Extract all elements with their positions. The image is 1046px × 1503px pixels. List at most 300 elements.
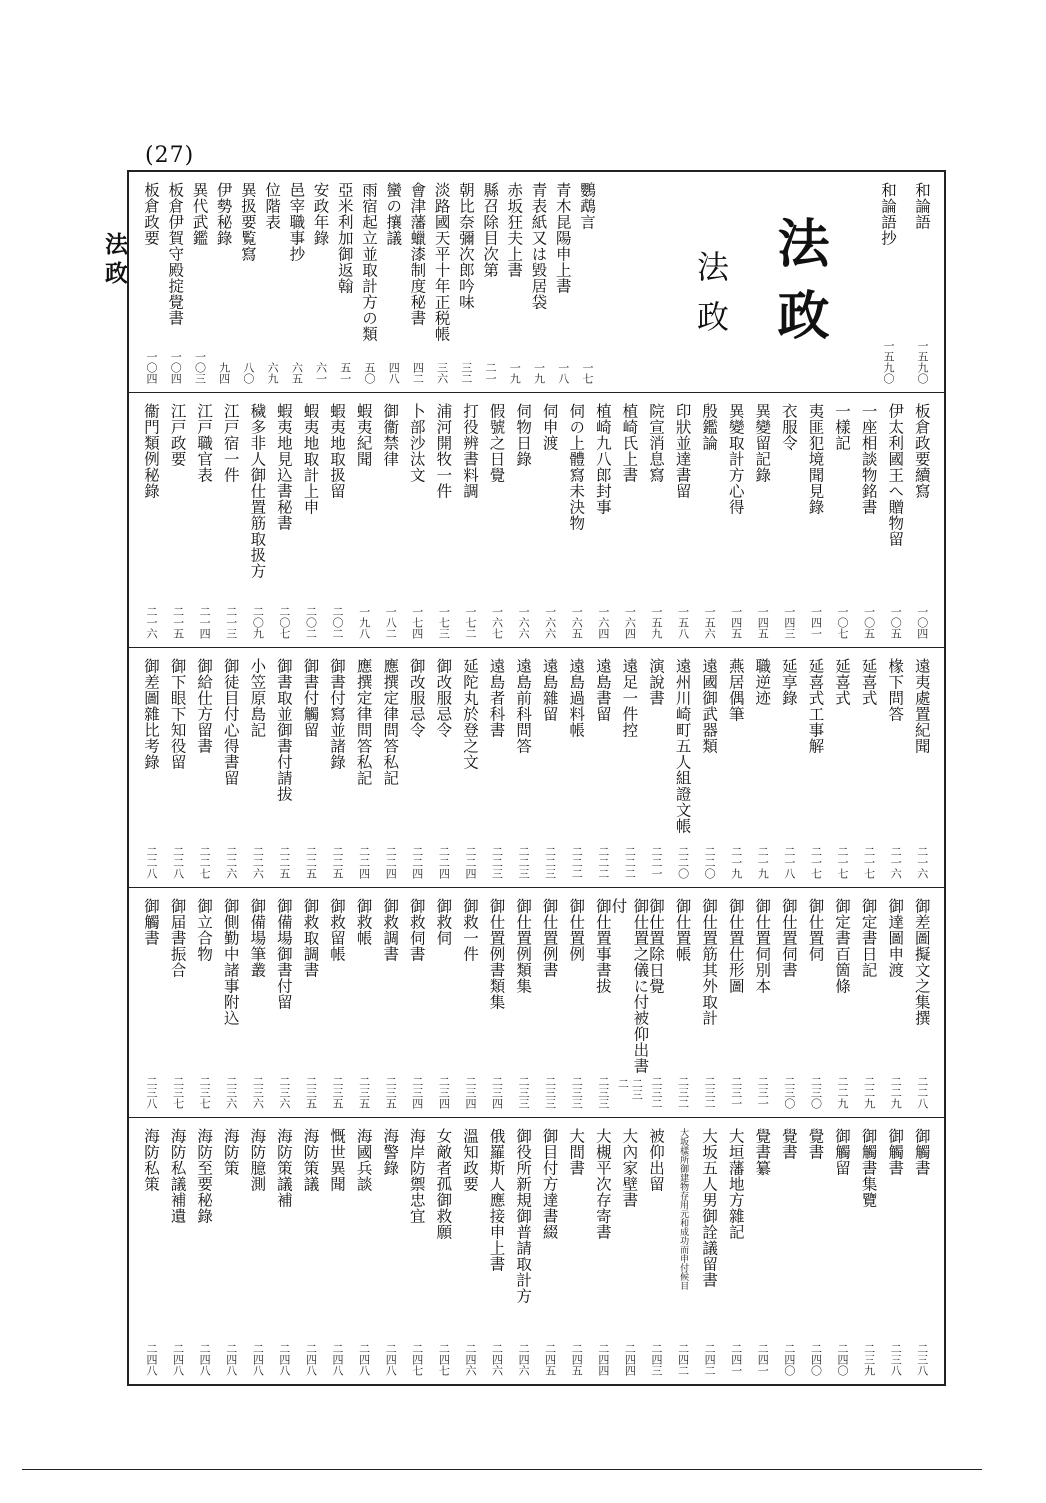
- entry-page-number: 二三八: [889, 1343, 903, 1376]
- index-entry: [564, 898, 588, 1109]
- entry-title: 蝦夷地見込書秘書: [274, 403, 293, 531]
- index-entry: [298, 1128, 322, 1376]
- entry-page-number: 二四七: [437, 1343, 451, 1376]
- entry-page-number: 八〇: [241, 362, 255, 384]
- entry-title: 海防策: [221, 1128, 240, 1176]
- index-entry: [697, 898, 721, 1109]
- entry-title: 卜部沙汰文: [407, 403, 426, 483]
- entry-page-number: 六五: [290, 362, 304, 384]
- entry-page-number: 二〇九: [251, 606, 265, 639]
- index-entry: [431, 658, 455, 879]
- entry-page-number: 二二九: [836, 1076, 850, 1109]
- index-entry: [617, 403, 641, 639]
- entry-title: 御仕置除日覺: [646, 898, 665, 994]
- index-entry: [431, 898, 455, 1109]
- index-entry: [511, 658, 535, 879]
- entry-title: 職逆迹: [753, 658, 772, 706]
- entry-title: 御書付觸留: [301, 658, 320, 738]
- entry-page-number: 二一五: [171, 606, 185, 639]
- entry-title: 蝦夷地取計上申: [301, 403, 320, 515]
- entry-title: 植崎九八郎封事: [593, 403, 612, 515]
- entry-title: 淡路國天平十年正税帳: [432, 182, 451, 342]
- index-entry: [405, 1128, 429, 1376]
- entry-page-number: 一五八: [676, 606, 690, 639]
- index-entry: [644, 658, 668, 879]
- entry-page-number: 二三五: [331, 1076, 345, 1109]
- entry-page-number: 一四三: [782, 606, 796, 639]
- entry-page-number: 二一七: [836, 846, 850, 879]
- entry-title: 板倉伊賀守殿掟覺書: [166, 182, 185, 326]
- index-entry: [333, 182, 357, 384]
- entry-page-number: 二三七: [198, 1076, 212, 1109]
- index-entry: [591, 1128, 615, 1376]
- entry-page-number: 二二四: [410, 846, 424, 879]
- entry-page-number: 二三四: [463, 1076, 477, 1109]
- index-entry: [564, 658, 588, 879]
- entry-page-number: 一五九〇: [882, 340, 895, 384]
- entry-title: 御救取調書: [301, 898, 320, 978]
- entry-title: 御備場御書付留: [274, 898, 293, 1010]
- index-entry: [511, 898, 535, 1109]
- entry-title: 海防策議補: [274, 1128, 293, 1208]
- entry-title: 演說書: [646, 658, 665, 706]
- index-entry: [564, 1128, 588, 1376]
- entry-title: 御達圖申渡: [886, 898, 905, 978]
- index-entry: [352, 898, 376, 1109]
- index-entry: [298, 403, 322, 639]
- entry-page-number: 一九: [508, 362, 522, 384]
- entry-page-number: 二四八: [224, 1343, 238, 1376]
- entry-title: 御觸書: [912, 1128, 931, 1176]
- entry-title: 板倉政要: [142, 182, 160, 246]
- entry-page-number: 二三六: [251, 1076, 265, 1109]
- entry-title: 赤坂狂夫上書: [505, 182, 524, 278]
- entry-page-number: 二四八: [277, 1343, 291, 1376]
- index-entry: [617, 658, 641, 879]
- index-entry: [405, 658, 429, 879]
- index-entry: [697, 1128, 721, 1376]
- entry-page-number: 一四一: [809, 606, 823, 639]
- entry-page-number: 一〇四: [915, 606, 929, 639]
- index-entry: [458, 1128, 482, 1376]
- index-entry: [671, 658, 695, 879]
- index-entry: [325, 898, 349, 1109]
- entry-page-number: 二二三: [517, 846, 531, 879]
- index-entry: [910, 182, 934, 384]
- entry-page-number: 九四: [217, 362, 231, 384]
- entry-page-number: 一七四: [410, 606, 424, 639]
- index-entry: [405, 898, 429, 1109]
- entry-page-number: 二三四: [437, 1076, 451, 1109]
- entry-title: 安政年錄: [311, 182, 330, 246]
- entry-page-number: 二四一: [729, 1343, 743, 1376]
- entry-title: 伊太利國王へ贈物留: [886, 403, 905, 547]
- entry-page-number: 二四八: [171, 1343, 185, 1376]
- index-entry: [187, 182, 211, 384]
- entry-page-number: 二三八: [145, 1076, 158, 1109]
- entry-page-number: 二〇二: [331, 606, 345, 639]
- entry-title: 伺の上體寫未決物: [567, 403, 586, 531]
- index-entry: [750, 658, 774, 879]
- entry-title: 御給仕方留書: [195, 658, 214, 754]
- entry-page-number: 二四五: [543, 1343, 557, 1376]
- entry-title: 御備場筆叢: [248, 898, 267, 978]
- entry-title: 御差圖雜比考錄: [142, 658, 160, 770]
- entry-title: 御救伺: [434, 898, 453, 946]
- entry-page-number: 一〇七: [836, 606, 850, 639]
- entry-title: 御仕置之儀に付被仰出書付: [609, 898, 650, 1074]
- entry-page-number: 二二三: [490, 846, 504, 879]
- index-entry: [857, 898, 881, 1109]
- entry-title: 覺書: [806, 1128, 825, 1160]
- entry-page-number: 二二五: [277, 846, 291, 879]
- entry-title: 御目付方達書綴: [540, 1128, 559, 1240]
- entry-page-number: 二四四: [596, 1343, 610, 1376]
- entry-title: 御仕置例: [567, 898, 586, 962]
- entry-page-number: 一五九: [649, 606, 663, 639]
- entry-title: 御側勤中諸事附込: [221, 898, 240, 1026]
- entry-page-number: 一五九〇: [916, 340, 929, 384]
- entry-page-number: 二四二: [703, 1343, 717, 1376]
- entry-title: 遠島雜留: [540, 658, 559, 722]
- index-entry: [777, 1128, 801, 1376]
- entry-title: 衞門類例秘錄: [142, 403, 160, 499]
- bottom-rule: [22, 1469, 982, 1470]
- index-entry: [538, 658, 562, 879]
- index-entry: [378, 658, 402, 879]
- entry-title: 御書付寫並諸錄: [328, 658, 347, 770]
- index-entry: [777, 898, 801, 1109]
- index-entry: [192, 658, 216, 879]
- running-head-label: 法政: [101, 232, 128, 290]
- index-entry: [724, 898, 748, 1109]
- entry-page-number: 二一九: [756, 846, 770, 879]
- index-entry: [697, 403, 721, 639]
- entry-page-number: 二二三: [543, 846, 557, 879]
- entry-page-number: 二三〇: [782, 1076, 796, 1109]
- entry-page-number: 二二八: [915, 1076, 929, 1109]
- entry-title: 御仕置伺別本: [753, 898, 772, 994]
- index-entry: [777, 403, 801, 639]
- entry-page-number: 一八二: [384, 606, 398, 639]
- index-entry: [212, 182, 236, 384]
- index-band-4: [129, 887, 944, 1117]
- entry-title: 御救留帳: [328, 898, 347, 962]
- index-entry: [617, 1128, 641, 1376]
- entry-title: 慨世異聞: [328, 1128, 347, 1192]
- entry-page-number: 一七二: [463, 606, 477, 639]
- entry-title: 御仕置伺: [806, 898, 825, 962]
- entry-page-number: 一六四: [623, 606, 637, 639]
- entry-title: 御立合物: [195, 898, 214, 962]
- entry-page-number: 二三五: [304, 1076, 318, 1109]
- entry-title: 青表紙又は毀居袋: [529, 182, 548, 310]
- index-entry: [591, 658, 615, 879]
- entry-title: 一座相談物銘書: [859, 403, 878, 515]
- entry-title: 燕居偶筆: [726, 658, 745, 722]
- entry-title: 殷鑑論: [700, 403, 719, 451]
- entry-page-number: 二三〇: [809, 1076, 823, 1109]
- entry-page-number: 三六: [435, 362, 449, 384]
- index-entry: [575, 182, 599, 384]
- entry-page-number: 二四八: [304, 1343, 318, 1376]
- entry-title: 御仕置事書拔: [593, 898, 612, 994]
- entry-title: 應撰定律問答私記: [354, 658, 373, 786]
- index-entry: [245, 658, 269, 879]
- entry-page-number: 二二四: [384, 846, 398, 879]
- entry-title: 御觸書: [886, 1128, 905, 1176]
- entry-page-number: 二一三: [224, 606, 238, 639]
- index-entry: [502, 182, 526, 384]
- entry-title: 海防策議: [301, 1128, 320, 1192]
- band3-entries: [139, 658, 934, 879]
- index-entry: [430, 182, 454, 384]
- index-entry: [538, 1128, 562, 1376]
- index-entry: [325, 403, 349, 639]
- entry-page-number: 二二四: [437, 846, 451, 879]
- entry-title: 御衞禁律: [381, 403, 400, 467]
- entry-title: 大間書: [567, 1128, 586, 1176]
- entry-title: 御觸留: [833, 1128, 852, 1176]
- entry-title: 御徒目付心得書留: [221, 658, 240, 786]
- index-entry: [236, 182, 260, 384]
- entry-page-number: 二三一: [729, 1076, 743, 1109]
- entry-page-number: 二三二: [649, 1076, 663, 1109]
- entry-title: 穢多非人御仕置筋取扱方: [248, 403, 267, 579]
- entry-page-number: 一九: [532, 362, 546, 384]
- index-entry: [724, 658, 748, 879]
- entry-title: 朝比奈彌次郎吟味: [456, 182, 475, 310]
- entry-title: 江戸政要: [168, 403, 187, 467]
- entry-page-number: 二〇七: [277, 606, 291, 639]
- index-entry: [219, 898, 243, 1109]
- entry-page-number: 二四八: [251, 1343, 265, 1376]
- entry-page-number: 二二六: [224, 846, 238, 879]
- index-band-1: [129, 172, 944, 392]
- entry-page-number: 二三九: [862, 1343, 876, 1376]
- entry-title: 大槻平次存寄書: [593, 1128, 612, 1240]
- index-entry: [857, 403, 881, 639]
- entry-title: 假號之日覺: [487, 403, 506, 483]
- index-entry: [857, 1128, 881, 1376]
- entry-title: 御救調書: [381, 898, 400, 962]
- entry-page-number: 六九: [266, 362, 280, 384]
- index-entry: [671, 898, 695, 1109]
- entry-page-number: 二四六: [517, 1343, 531, 1376]
- index-entry: [803, 898, 827, 1109]
- entry-title: 縣召除目次第: [481, 182, 500, 278]
- entry-page-number: 二三六: [224, 1076, 238, 1109]
- entry-title: 植崎氏上書: [620, 403, 639, 483]
- entry-title: 和論語: [913, 182, 931, 230]
- entry-title: 遠島過料帳: [567, 658, 586, 738]
- index-entry: [644, 898, 668, 1109]
- entry-page-number: 六一: [314, 362, 328, 384]
- index-entry: [883, 658, 907, 879]
- entry-page-number: 二二九: [889, 1076, 903, 1109]
- index-entry: [511, 1128, 535, 1376]
- entry-page-number: 二二二: [596, 846, 610, 879]
- index-entry: [378, 898, 402, 1109]
- index-band-2: [129, 392, 944, 647]
- entry-title: 御救伺書: [407, 898, 426, 962]
- index-entry: [139, 403, 163, 639]
- entry-title: 遠州川崎町五人組證文帳: [673, 658, 692, 834]
- index-entry: [910, 403, 934, 639]
- entry-page-number: 二四六: [490, 1343, 504, 1376]
- index-entry: [485, 403, 509, 639]
- entry-title: 延喜式: [859, 658, 878, 706]
- index-entry: [458, 403, 482, 639]
- entry-title: 亞米利加御返翰: [335, 182, 354, 294]
- entry-title: 椽下問答: [886, 658, 905, 722]
- entry-title: 大內家壁書: [620, 1128, 639, 1208]
- index-entry: [352, 1128, 376, 1376]
- index-entry: [644, 1128, 668, 1376]
- entry-page-number: 二三二: [676, 1076, 690, 1109]
- index-entry: [454, 182, 478, 384]
- index-entry: [139, 182, 163, 384]
- entry-title: 衣服令: [779, 403, 798, 451]
- entry-title: 御仕置例書: [540, 898, 559, 978]
- index-entry: [245, 403, 269, 639]
- index-entry: [352, 403, 376, 639]
- entry-page-number: 一六五: [570, 606, 584, 639]
- index-entry: [357, 182, 381, 384]
- index-entry: [883, 403, 907, 639]
- entry-page-number: 二三八: [915, 1343, 929, 1376]
- index-entry: [750, 1128, 774, 1376]
- index-entry: [830, 403, 854, 639]
- index-entry: [139, 1128, 163, 1376]
- entry-title: 浦河開牧一件: [434, 403, 453, 499]
- index-entry: [671, 403, 695, 639]
- entry-page-number: 二二四: [463, 846, 477, 879]
- index-entry: [724, 1128, 748, 1376]
- entry-page-number: 一四五: [729, 606, 743, 639]
- entry-page-number: 二二八: [145, 846, 158, 879]
- index-entry: [458, 898, 482, 1109]
- entry-page-number: 二三五: [357, 1076, 371, 1109]
- entry-title: 蠻の攘議: [384, 182, 403, 246]
- index-entry: [591, 403, 615, 639]
- entry-title: 御仕置例類集: [514, 898, 533, 994]
- entry-title: 覺書: [779, 1128, 798, 1160]
- index-entry: [272, 658, 296, 879]
- entry-title: 御差圖擬文之集撰: [912, 898, 931, 1026]
- entry-title: 夷匪犯境聞見錄: [806, 403, 825, 515]
- entry-page-number: 二三三: [596, 1076, 610, 1109]
- entry-page-number: 二四〇: [782, 1343, 796, 1376]
- index-entry: [219, 1128, 243, 1376]
- entry-title: 女敵者孤御救願: [434, 1128, 453, 1240]
- index-entry: [298, 898, 322, 1109]
- index-entry: [876, 182, 900, 384]
- entry-title: 御仕置仕形圖: [726, 898, 745, 994]
- index-entry: [192, 1128, 216, 1376]
- subsection-title: 法政: [692, 250, 730, 350]
- index-entry: [260, 182, 284, 384]
- entry-page-number: 一六六: [543, 606, 557, 639]
- entry-title: 御下眼下知役留: [168, 658, 187, 770]
- entry-page-number: 四八: [387, 362, 401, 384]
- index-entry: [883, 898, 907, 1109]
- entry-page-number: 二四八: [331, 1343, 345, 1376]
- entry-page-number: 二四六: [463, 1343, 477, 1376]
- entry-page-number: 五一: [338, 362, 352, 384]
- band1-right-entries: [876, 182, 934, 384]
- entry-title: 位階表: [263, 182, 282, 230]
- entry-page-number: 一八: [556, 362, 570, 384]
- index-entry: [325, 1128, 349, 1376]
- index-entry: [830, 1128, 854, 1376]
- index-entry: [192, 898, 216, 1109]
- page-number: (27): [145, 143, 195, 168]
- entry-page-number: 一六七: [490, 606, 504, 639]
- entry-title: 小笠原島記: [248, 658, 267, 738]
- entry-page-number: 二四四: [623, 1343, 637, 1376]
- index-entry: [458, 658, 482, 879]
- index-frame: [127, 170, 946, 1386]
- section-title: 法政: [768, 216, 829, 360]
- entry-page-number: 五〇: [362, 362, 376, 384]
- entry-title: 御書取並御書付請拔: [274, 658, 293, 802]
- index-entry: [478, 182, 502, 384]
- entry-page-number: 二四五: [570, 1343, 584, 1376]
- entry-title: 俄羅斯人應接申上書: [487, 1128, 506, 1272]
- index-entry: [538, 403, 562, 639]
- index-entry: [245, 898, 269, 1109]
- index-entry: [405, 182, 429, 384]
- entry-title: 御觸書: [142, 898, 160, 946]
- entry-page-number: 二一六: [889, 846, 903, 879]
- index-entry: [163, 182, 187, 384]
- entry-page-number: 二二〇: [676, 846, 690, 879]
- entry-title: 遠島者科書: [487, 658, 506, 738]
- entry-page-number: 二四八: [198, 1343, 212, 1376]
- entry-page-number: 二一八: [782, 846, 796, 879]
- entry-title: 遠國御武器類: [700, 658, 719, 754]
- entry-title: 御觸書集覽: [859, 1128, 878, 1208]
- index-entry: [485, 1128, 509, 1376]
- entry-title: 御定書百箇條: [833, 898, 852, 994]
- entry-title: 院宣消息寫: [646, 403, 665, 483]
- band4-entries: [139, 898, 934, 1109]
- index-entry: [724, 403, 748, 639]
- index-entry: [803, 658, 827, 879]
- index-entry: [245, 1128, 269, 1376]
- entry-title: 伊勢秘錄: [214, 182, 233, 246]
- entry-page-number: 一九八: [357, 606, 371, 639]
- band1-left-entries: [139, 182, 599, 384]
- entry-title: 海防私策: [142, 1128, 160, 1192]
- index-entry: [431, 1128, 455, 1376]
- entry-title: 江戸宿一件: [221, 403, 240, 483]
- index-entry: [857, 658, 881, 879]
- entry-title: 御改服忌令: [407, 658, 426, 738]
- entry-page-number: 一六六: [517, 606, 531, 639]
- index-entry: [511, 403, 535, 639]
- entry-page-number: 二四〇: [809, 1343, 823, 1376]
- entry-page-number: 二四〇: [836, 1343, 850, 1376]
- entry-page-number: 二三三: [570, 1076, 584, 1109]
- entry-page-number: 二三四: [490, 1076, 504, 1109]
- entry-page-number: 二四二: [676, 1343, 690, 1376]
- entry-title: 應撰定律問答私記: [381, 658, 400, 786]
- index-entry: [272, 403, 296, 639]
- entry-title: 溫知政要: [460, 1128, 479, 1192]
- index-entry: [166, 658, 190, 879]
